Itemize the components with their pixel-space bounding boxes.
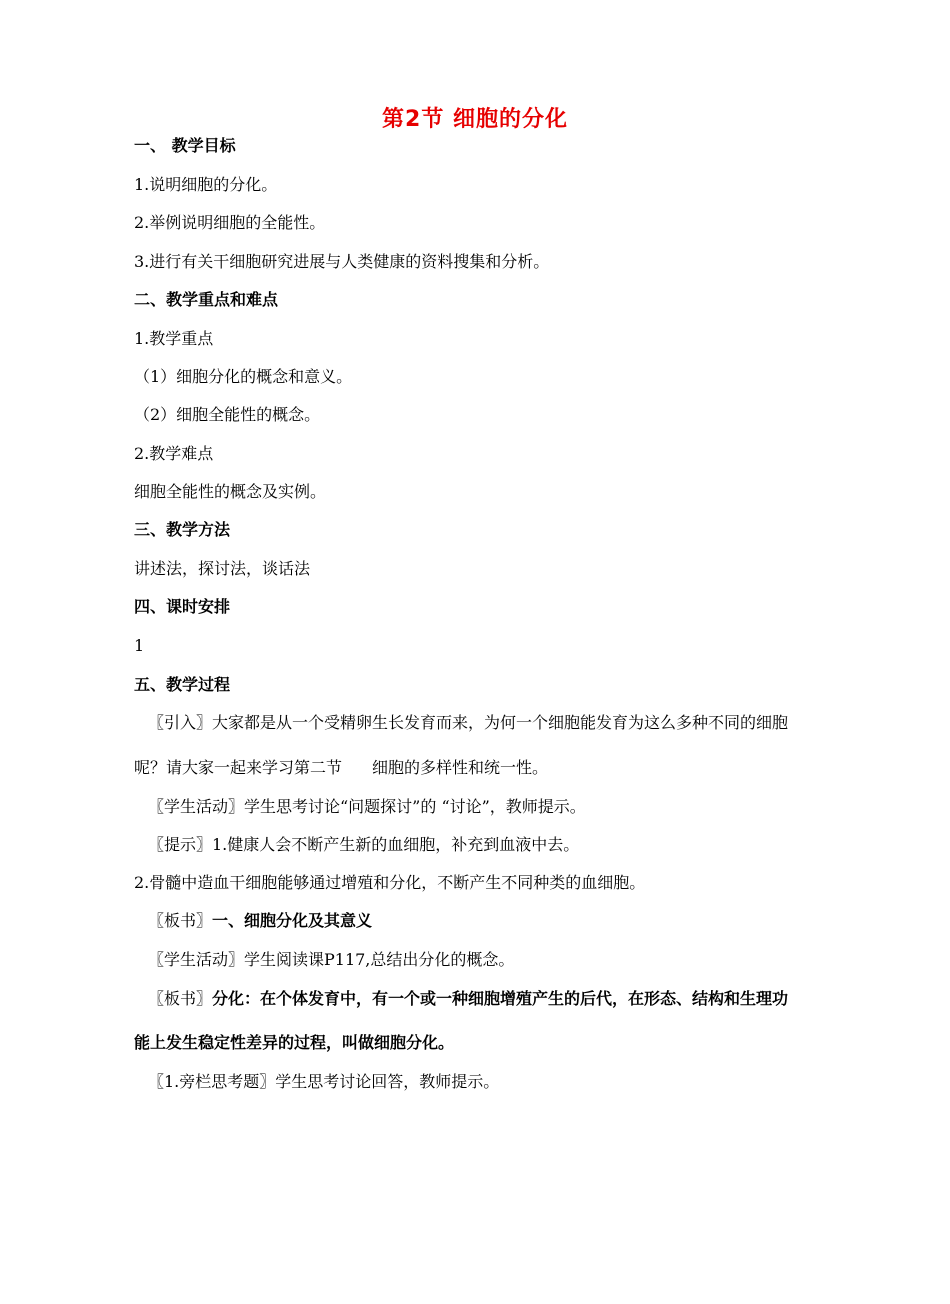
objective-item-2: 2.举例说明细胞的全能性。 [134, 213, 326, 232]
key-point-2: （2）细胞全能性的概念。 [134, 405, 321, 424]
intro-line-2 [134, 758, 548, 778]
section-heading-schedule: 四、课时安排 [134, 597, 231, 616]
subheading-difficulty: 2.教学难点 [134, 444, 214, 463]
board-note-1-prefix: 〖板书〗 [148, 911, 213, 930]
board-note-1-text: 一、细胞分化及其意义 [212, 911, 373, 930]
board-note-2-line-2: 能上发生稳定性差异的过程，叫做细胞分化。 [134, 1033, 455, 1052]
intro-line-2-part-b: 细胞的多样性和统一性。 [372, 758, 549, 777]
objective-item-3: 3.进行有关干细胞研究进展与人类健康的资料搜集和分析。 [134, 252, 550, 271]
section-heading-process: 五、教学过程 [134, 675, 231, 694]
section-heading-key-points: 二、教学重点和难点 [134, 290, 279, 309]
student-activity-2: 〖学生活动〗学生阅读课P117,总结出分化的概念。 [148, 950, 515, 969]
section-heading-methods: 三、教学方法 [134, 520, 231, 539]
difficulty-text: 细胞全能性的概念及实例。 [134, 482, 327, 501]
schedule-text: 1 [134, 636, 145, 655]
section-heading-objectives: 一、 教学目标 [134, 136, 236, 155]
hint-1: 〖提示〗1.健康人会不断产生新的血细胞，补充到血液中去。 [148, 835, 580, 854]
document-title: 第2节 细胞的分化 [382, 107, 568, 132]
hint-2: 2.骨髓中造血干细胞能够通过增殖和分化，不断产生不同种类的血细胞。 [134, 873, 646, 892]
methods-text: 讲述法，探讨法，谈话法 [134, 559, 311, 578]
key-point-1: （1）细胞分化的概念和意义。 [134, 367, 353, 386]
board-note-2-line-1 [148, 989, 788, 1009]
intro-line-2-part-a: 呢？请大家一起来学习第二节 [134, 758, 343, 777]
board-note-2-text-1: 分化：在个体发育中，有一个或一种细胞增殖产生的后代，在形态、结构和生理功 [212, 989, 789, 1008]
intro-line-1: 〖引入〗大家都是从一个受精卵生长发育而来，为何一个细胞能发育为这么多种不同的细胞 [148, 713, 789, 732]
objective-item-1: 1.说明细胞的分化。 [134, 175, 278, 194]
student-activity-1: 〖学生活动〗学生思考讨论“问题探讨”的 “讨论”，教师提示。 [148, 797, 586, 816]
sidebar-question: 〖1.旁栏思考题〗学生思考讨论回答，教师提示。 [148, 1072, 500, 1091]
board-note-2-prefix: 〖板书〗 [148, 989, 213, 1008]
subheading-key-points: 1.教学重点 [134, 329, 214, 348]
board-note-1 [148, 911, 372, 931]
